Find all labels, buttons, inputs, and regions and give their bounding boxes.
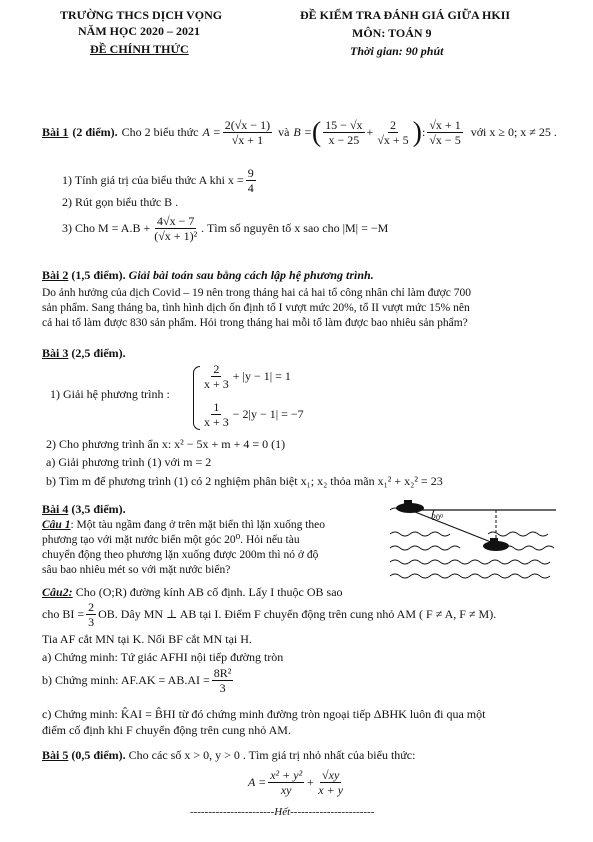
bai3-qa: a) Giải phương trình (1) với m = 2 [46,455,212,469]
bai5-a-name: A = [248,775,267,789]
expr-b-fraction-1 [323,118,364,147]
eq1-rest: + |y − 1| = 1 [232,369,291,383]
expr-b-f1-numerator: 15 − √x [325,118,363,132]
bai1-q1-fraction [246,166,256,195]
paren-open: ( [311,116,322,148]
cau1-line: chuyển động theo phương lặn xuống được 200m thì nó ở độ [42,549,319,561]
angle-label: 20⁰ [432,513,444,522]
colon-sign: : [422,125,426,139]
bai3-heading [42,346,126,361]
cau1-label: Câu 1 [42,519,71,531]
expr-a-name: A = [202,125,221,139]
bai5-points: (0,5 điểm). [71,748,126,762]
bai5-label: Bài 5 [42,748,69,762]
school-name: TRƯỜNG THCS DỊCH VỌNG [60,8,223,22]
cau1-line: sâu bao nhiêu mét so với mặt nước biển? [42,564,231,576]
end-marker: -----------------------Hết----------------------- [190,806,375,818]
cau2-label: Câu2: [42,585,73,599]
cau1-line: phương tạo với mặt nước biển một góc 20⁰. Hỏi nếu tàu [42,534,300,546]
bai2-label: Bài 2 [42,268,69,282]
bai1-q1 [62,166,258,195]
bai5-f1-denominator: xy [280,783,292,797]
wave-line [390,546,460,550]
cau1-line: : Một tàu ngầm đang ở trên mặt biển thì lặn xuống theo [70,519,326,531]
bai1-q2: 2) Rút gọn biểu thức B . [62,195,179,209]
bai3-q1: 1) Giải hệ phương trình : [50,387,170,401]
bai4-cau1 [42,518,392,578]
expr-a-fraction [223,118,272,147]
bai5-text: Cho các số x > 0, y > 0 . Tìm giá trị nhỏ nhất của biểu thức: [128,748,416,762]
cau2-line1-text: Cho (O;R) đường kính AB cố định. Lấy I thuộc OB sao [75,585,343,599]
wave-line [504,546,554,550]
bai5-f1-numerator: x² + y² [270,768,303,782]
plus-sign: + [366,125,374,139]
wave-line [390,574,550,578]
eq1-numerator: 2 [213,362,220,376]
bai4-qb-pre: b) Chứng minh: AF.AK = AB.AI = [42,673,210,687]
cau2-line1 [42,585,343,600]
and-word: và [278,125,290,139]
expr-b-f1-denominator: x − 25 [328,133,360,147]
bai5-statement [42,748,415,763]
qb-fraction [212,666,234,695]
cau2-line2-pre: cho BI = [42,607,85,621]
school-year: NĂM HỌC 2020 – 2021 [78,24,200,38]
bai4-qa: a) Chứng minh: Tứ giác AFHI nội tiếp đường tròn [42,650,284,664]
bai2-heading [42,268,374,283]
bai4-points: (3,5 điểm). [71,502,126,516]
bai5-expression [248,768,347,797]
expr-a-numerator: 2(√x − 1) [224,118,271,132]
system-brace [193,366,200,430]
bai1-label: Bài 1 [42,125,69,139]
bai3-q2: 2) Cho phương trình ẩn x: x² − 5x + m + 4 = 0 (1) [46,437,286,451]
wave-line [488,532,548,536]
cau2-line3: Tia AF cắt MN tại K. Nối BF cắt MN tại H. [42,632,252,646]
bai2-line: Do ảnh hưởng của dịch Covid – 19 nên trong tháng hai cả hai tổ công nhân chỉ làm được 700 [42,287,471,299]
bai5-f2-denominator: x + y [318,783,344,797]
expr-b-f3-denominator: √x − 5 [429,133,461,147]
bi-fraction [86,600,96,629]
system-equation-2 [200,400,304,429]
qb-denominator: 3 [219,681,226,695]
submarine-diagram [388,496,560,582]
system-equation-1 [200,362,291,391]
bi-numerator: 2 [88,600,95,614]
exam-title: ĐỀ KIỂM TRA ĐÁNH GIÁ GIỮA HKII [300,8,511,22]
bai2-line: sản phẩm. Sang tháng ba, tình hình dịch ổn định tổ I vượt mức 20%, tổ II vượt mức 15% nên [42,302,470,314]
bi-denominator: 3 [88,615,95,629]
expr-b-fraction-3 [427,118,462,147]
expr-a-denominator: √x + 1 [231,133,264,147]
bai1-q3-numerator: 4√x − 7 [157,214,195,228]
bai1-statement [42,118,557,147]
exam-time: Thời gian: 90 phút [350,44,444,58]
subject: MÔN: TOÁN 9 [352,26,432,40]
wave-line [390,532,450,536]
expr-b-name: B = [293,125,312,139]
bai4-qc-line1: c) Chứng minh: K̂AI = B̂HI từ đó chứng minh đường tròn ngoại tiếp ΔBHK luôn đi qua một [42,707,486,721]
eq1-denominator: x + 3 [204,377,229,391]
bai5-fraction-2 [316,768,345,797]
dive-path-line [410,510,496,544]
eq1-fraction [202,362,231,391]
submarine-top [396,500,424,513]
bai1-q1-denominator: 4 [247,181,254,195]
paren-close: ) [412,116,422,148]
bai4-heading [42,502,126,517]
bai2-points: (1,5 điểm). [71,268,126,282]
bai1-q1-text: 1) Tính giá trị của biểu thức A khi x = [62,173,244,187]
qb-numerator: 8R² [213,666,232,680]
expr-b-f3-numerator: √x + 1 [429,118,461,132]
expr-b-f2-numerator: 2 [389,118,396,132]
bai4-qc-line2: điểm cố định khi F chuyển động trên cung nhỏ AM. [42,723,291,737]
eq2-denominator: x + 3 [204,415,229,429]
bai1-intro: Cho 2 biểu thức [121,125,199,139]
expr-b-f2-denominator: √x + 5 [377,133,409,147]
bai1-q1-numerator: 9 [247,166,254,180]
bai4-qb [42,666,235,695]
cau2-line2 [42,600,496,629]
bai1-q3-post: . Tìm số nguyên tố x sao cho |M| = −M [201,221,389,235]
bai2-body [42,286,562,331]
cau2-line2-post: OB. Dây MN ⊥ AB tại I. Điểm F chuyển động trên cung nhỏ AM ( F ≠ A, F ≠ M). [98,607,497,621]
eq2-rest: − 2|y − 1| = −7 [232,407,304,421]
bai1-q3-denominator: (√x + 1)² [154,229,198,243]
bai2-line: cả hai tổ làm được 830 sản phẩm. Hỏi trong tháng hai mỗi tổ làm được bao nhiêu sản phẩm? [42,317,468,329]
bai3-qb: b) Tìm m để phương trình (1) có 2 nghiệm phân biệt x₁; x₂ thỏa mãn x₁² + x₂² = 23 [46,474,443,488]
official-label: ĐỀ CHÍNH THỨC [90,42,189,56]
bai1-q3-pre: 3) Cho M = A.B + [62,221,151,235]
eq2-numerator: 1 [213,400,220,414]
bai1-points: (2 điểm). [72,125,118,139]
bai5-fraction-1 [268,768,304,797]
bai3-points: (2,5 điểm). [71,346,126,360]
eq2-fraction [202,400,231,429]
bai5-plus: + [306,775,315,789]
wave-line [390,560,550,564]
expr-b-fraction-2 [375,118,410,147]
bai3-label: Bài 3 [42,346,69,360]
bai1-condition: với x ≥ 0; x ≠ 25 . [470,125,557,139]
bai1-q3 [62,214,388,243]
bai1-q3-fraction [152,214,199,243]
bai5-f2-numerator: √xy [322,768,340,782]
bai2-task: Giải bài toán sau bằng cách lập hệ phương trình. [128,268,374,282]
bai4-label: Bài 4 [42,502,69,516]
